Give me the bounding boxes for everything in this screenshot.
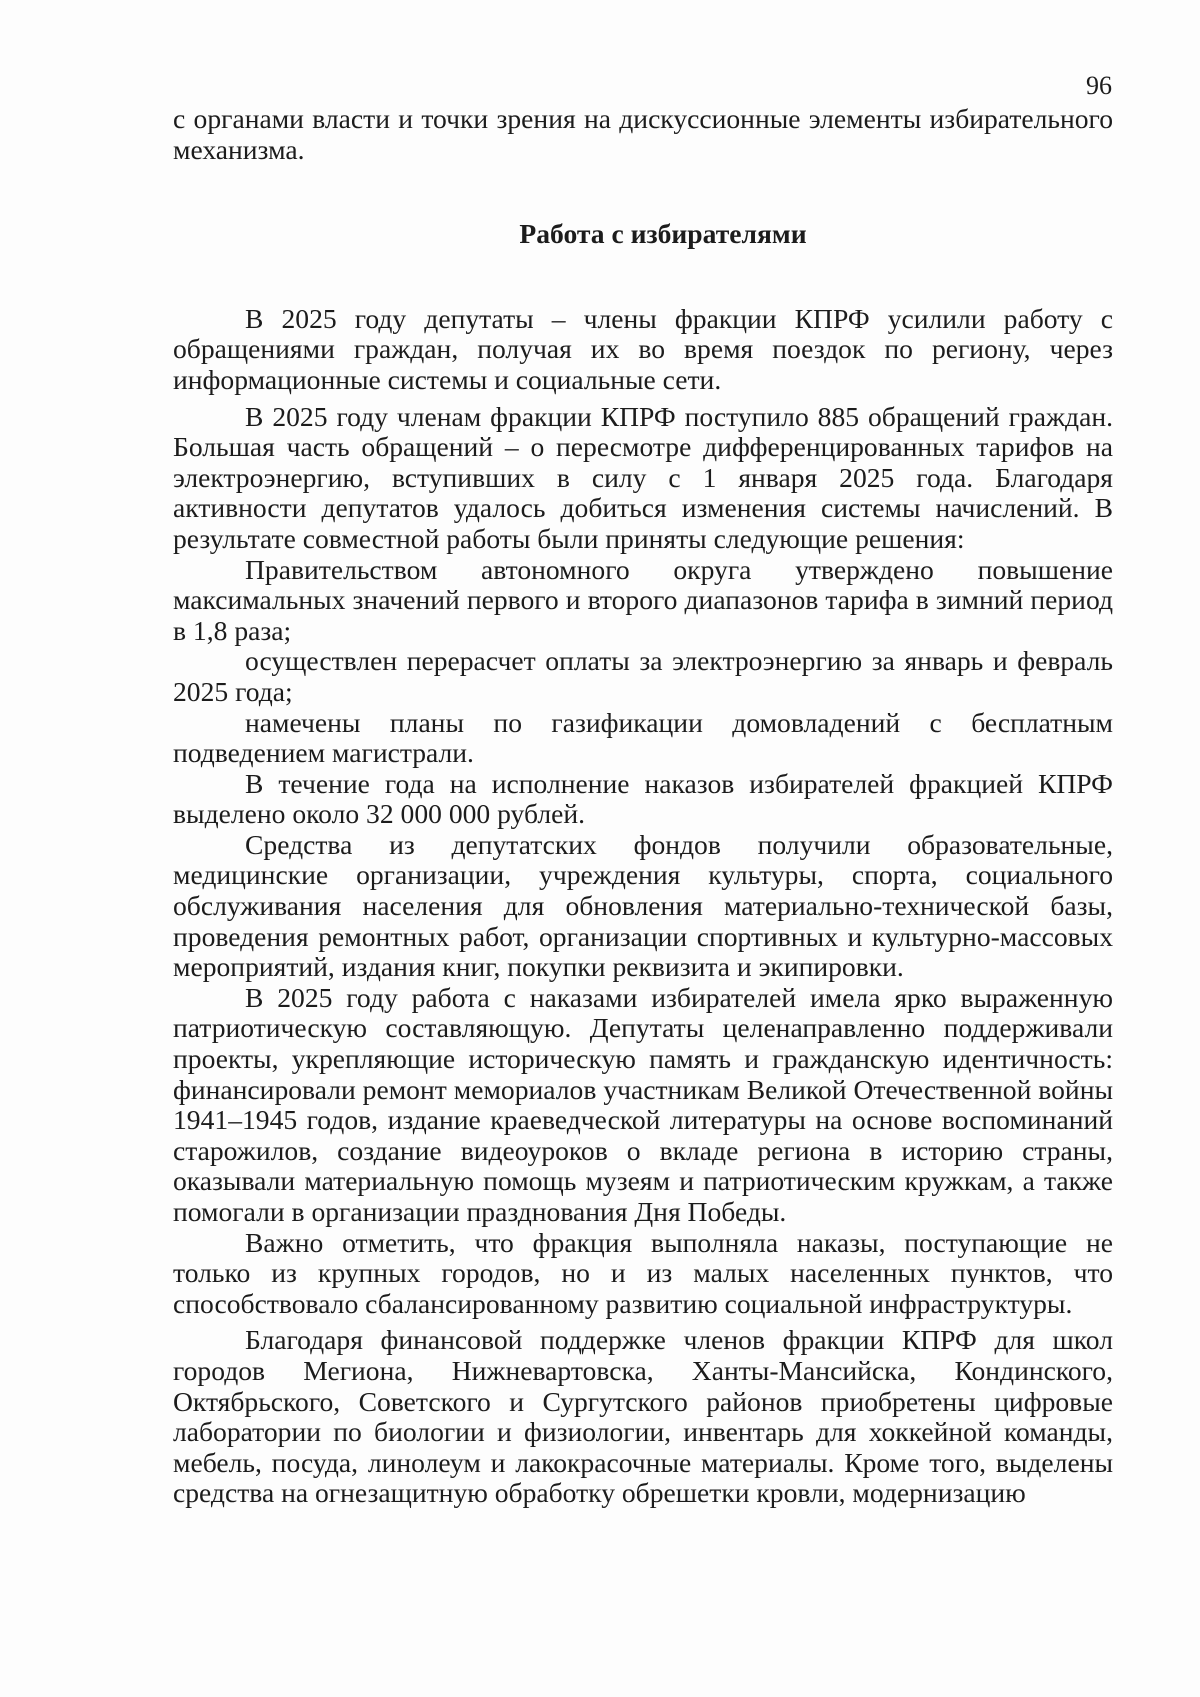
paragraph: В 2025 году членам фракции КПРФ поступило 885 обращений граждан. Большая часть обращений – о пересмотре дифференцированных тарифов на электроэнергию, вступивших в силу с 1 января 2025 года. Благодаря активности депутатов удалось добиться изменения системы начислений. В результате совместной работы были приняты следующие решения: [173, 400, 1113, 554]
paragraph-continuation: с органами власти и точки зрения на дискуссионные элементы избирательного механизма. [173, 103, 1113, 165]
paragraph: Средства из депутатских фондов получили образовательные, медицинские организации, учреждения культуры, спорта, социального обслуживания населения для обновления материально-технической базы, проведения ремонтных работ, организации спортивных и культурно-массовых мероприятий, издания книг, покупки реквизита и экипировки. [173, 828, 1113, 983]
paragraph: Благодаря финансовой поддержке членов фракции КПРФ для школ городов Мегиона, Нижневартовска, Ханты-Мансийска, Кондинского, Октябрьского, Советского и Сургутского районов приобретены цифровые лаборатории по биологии и физиологии, инвентарь для хоккейной команды, мебель, посуда, линолеум и лакокрасочные материалы. Кроме того, выделены средства на огнезащитную обработку обрешетки кровли, модернизацию [173, 1324, 1113, 1509]
document-body [173, 104, 1113, 1509]
list-paragraph: осуществлен перерасчет оплаты за электроэнергию за январь и февраль 2025 года; [173, 645, 1113, 707]
section-heading: Работа с избирателями [519, 218, 807, 250]
paragraph: В течение года на исполнение наказов избирателей фракцией КПРФ выделено около 32 000 000 рублей. [173, 767, 1113, 830]
page-number: 96 [1086, 71, 1112, 100]
list-paragraph: Правительством автономного округа утверждено повышение максимальных значений первого и второго диапазонов тарифа в зимний период в 1,8 раза; [173, 553, 1113, 646]
paragraph: В 2025 году депутаты – члены фракции КПРФ усилили работу с обращениями граждан, получая их во время поездок по региону, через информационные системы и социальные сети. [173, 302, 1113, 395]
list-paragraph: намечены планы по газификации домовладений с бесплатным подведением магистрали. [173, 706, 1113, 769]
paragraph: Важно отметить, что фракция выполняла наказы, поступающие не только из крупных городов, но и из малых населенных пунктов, что способствовало сбалансированному развитию социальной инфраструктуры. [173, 1226, 1113, 1319]
paragraph: В 2025 году работа с наказами избирателей имела ярко выраженную патриотическую составляющую. Депутаты целенаправленно поддерживали проекты, укрепляющие историческую память и гражданскую идентичность: финансировали ремонт мемориалов участникам Великой Отечественной войны 1941–1945 годов, издание краеведческой литературы на основе воспоминаний старожилов, создание видеоуроков о вкладе региона в историю страны, оказывали материальную помощь музеям и патриотическим кружкам, а также помогали в организации празднования Дня Победы. [173, 981, 1113, 1227]
